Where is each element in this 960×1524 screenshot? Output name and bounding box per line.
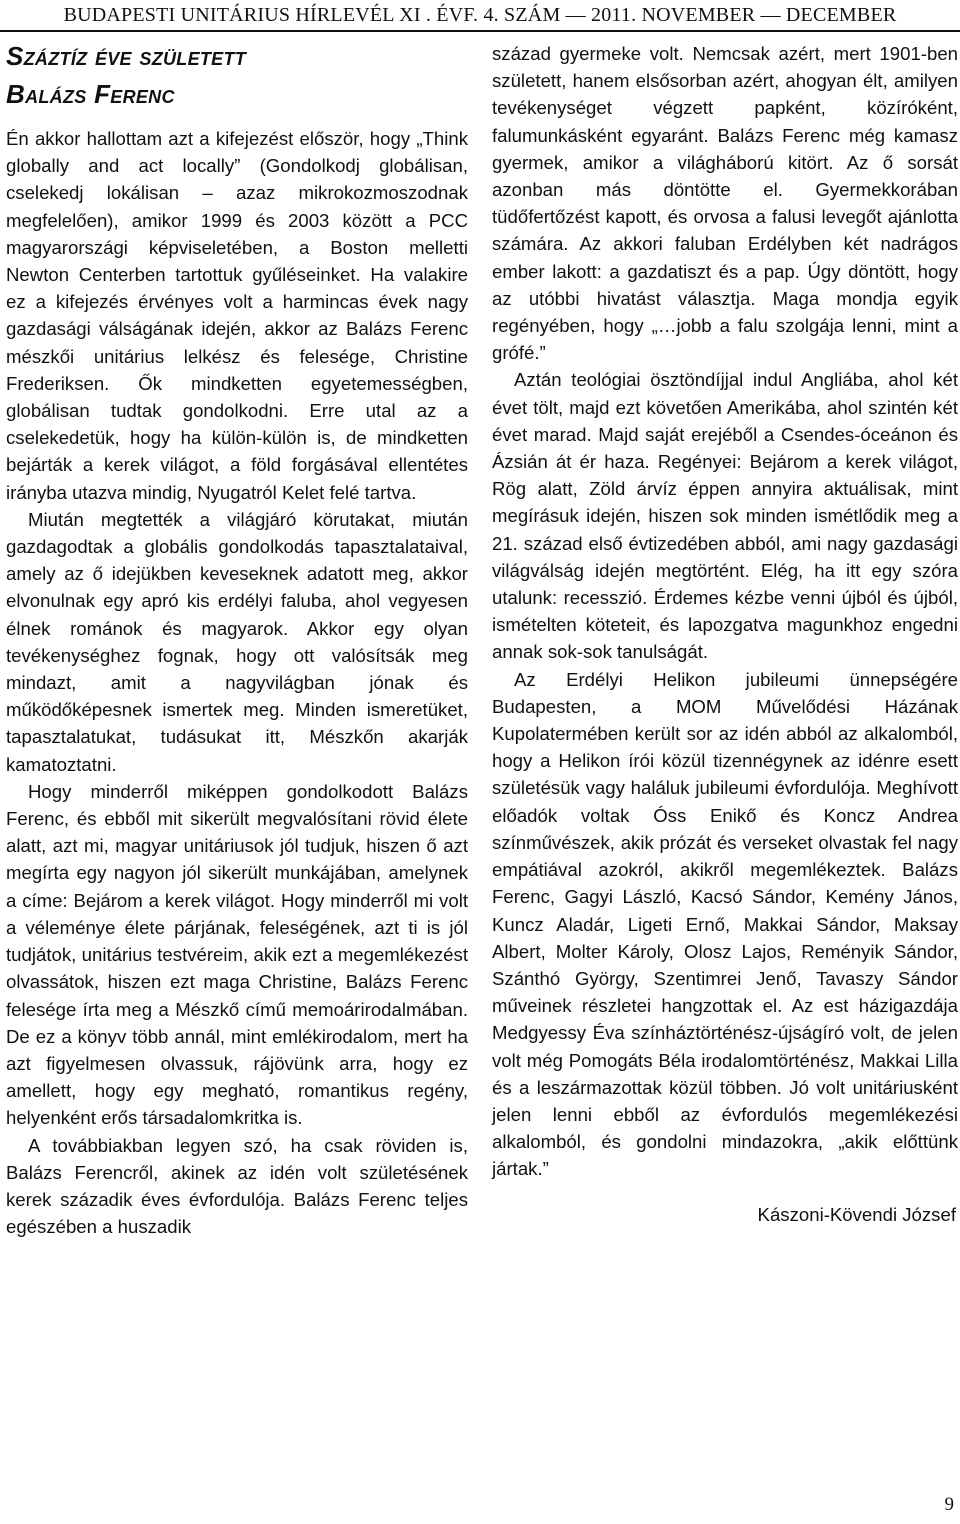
- left-paragraph-2: Miután megtették a világjáró körutakat, miután gazdagodtak a globális gondolkodás tapasztalataival, amely az ő idejükben keveseknek adatott meg, akkor elvonulnak egy apró kis erdélyi faluba, ahol vegyesen élnek románok és magyarok. Akkor egy olyan tevékenységhez fognak, hogy ott valósítsák meg mindazt, amit a nagyvilágban jónak és működőképesnek ismertek meg. Minden ismeretüket, tapasztalatukat, tudásukat itt, Mészkőn akarják kamatoztatni.: [6, 508, 468, 775]
- article-title-line-1: Száztíz éve született: [6, 41, 247, 71]
- article-title-line-2: Balázs Ferenc: [6, 79, 175, 109]
- running-header-text: BUDAPESTI UNITÁRIUS HÍRLEVÉL XI . ÉVF. 4. SZÁM — 2011. NOVEMBER — DECEMBER: [63, 4, 897, 26]
- right-paragraph-3: Az Erdélyi Helikon jubileumi ünnepségére Budapesten, a MOM Művelődési Házának Kupolatermében került sor az idén abból az alkalomból, hogy a Helikon írói közül tizennégynek az idénre esett születésük vagy haláluk jubileumi évfordulója. Meghívott előadók voltak Óss Enikő és Koncz Andrea színművészek, akik prózát és verseket olvastak fel nagy empátiával azokról, akikről megemlékeztek. Balázs Ferenc, Gagyi László, Kacsó Sándor, Kemény János, Kuncz Aladár, Ligeti Ernő, Makkai Sándor, Maksay Albert, Molter Károly, Olosz Lajos, Reményik Sándor, Szánthó György, Szentimrei Jenő, Tavaszy Sándor műveinek részletei hangzottak el. Az est házigazdája Medgyessy Éva színháztörténész-újságíró volt, de jelen volt még Pomogáts Béla irodalomtörténész, Makkai Lilla és a leszármazottak közül többen. Jó volt unitáriusként jelen lenni ebből az évfordulós megemlékezési alkalomból, és gondolni mindazokra, „akik előttünk jártak.”: [492, 668, 958, 1180]
- right-paragraph-2: Aztán teológiai ösztöndíjjal indul Angliába, ahol két évet tölt, majd ezt követően Amerikába, ahol szintén két évet marad. Majd saját erejéből a Csendes-óceánon és Ázsián át ér haza. Regényei: Bejárom a kerek világot, Rög alatt, Zöld árvíz éppen annyira aktuálisak, mint megírásuk idején, hiszen sok minden ismétlődik meg a 21. század első évtizedében abból, ami nagy gazdasági világválság idején megtörtént. Elég, ha itt egy szóra utalunk: recesszió. Érdemes kézbe venni újból és újból, ismételten köteteit, és lapozgatva magunkhoz engedni annak sok-sok tanulságát.: [492, 369, 958, 663]
- left-paragraph-4: A továbbiakban legyen szó, ha csak röviden is, Balázs Ferencről, akinek az idén volt születésének kerek századik éves évfordulója. Balázs Ferenc teljes egészében a huszadik: [6, 1134, 468, 1238]
- article-title: [6, 37, 468, 113]
- left-paragraph-3: Hogy minderről miképpen gondolkodott Balázs Ferenc, és ebből mit sikerült megvalósítani rövid élete alatt, azt mi, magyar unitáriusok jól tudjuk, hiszen ő azt megírta egy nagyon jól sikerült munkájában, amelynek a címe: Bejárom a kerek világot. Hogy minderről mi volt a véleménye élete párjának, feleségének, azt ti is jól tudjátok, unitárius testvéreim, akik ezt a megemlékezést olvassátok, hiszen ezt maga Christine, Balázs Ferenc felesége írta meg a Mészkő című memoárirodalmában. De ez a könyv több annál, mint emlékirodalom, mert ha azt figyelmesen olvassuk, rájövünk arra, hogy ez amellett, hogy egy megható, romantikus regény, helyenként erős társadalomkritka is.: [6, 780, 468, 1129]
- right-column: [492, 40, 958, 1228]
- page-number: 9: [944, 1494, 954, 1515]
- left-paragraph-1: Én akkor hallottam azt a kifejezést először, hogy „Think globally and act locally” (Gondolkodj globálisan, cselekedj lokálisan – azaz mikrokozmoszodnak megfelelően), amikor 1999 és 2003 között a PCC magyarországi képviseletében, a Boston melletti Newton Centerben tartottuk gyűléseinket. Ha valakire ez a kifejezés érvényes volt a harmincas évek nagy gazdasági válságának idején, akkor az Balázs Ferenc mészkői unitárius lelkész és felesége, Christine Frederiksen. Ők mindketten egyetemességben, globálisan tudtak gondolkodni. Erre utal az a cselekedetük, hogy ha külön-külön is, de mindketten bejárták a kerek világot, a föld forgásával ellentétes irányba utazva mindig, Nyugatról Kelet felé tartva.: [6, 128, 468, 503]
- right-paragraph-1: század gyermeke volt. Nemcsak azért, mert 1901-ben született, hanem elsősorban azért, ahogyan élt, amilyen tevékenységet végzett papként, közíróként, falumunkásként egyaránt. Balázs Ferenc még kamasz gyermek, amikor a világháború kitört. Az ő sorsát azonban más döntötte el. Gyermekkorában tüdőfertőzést kapott, és orvosa a falusi levegőt ajánlotta számára. Az akkori faluban Erdélyben két nadrágos ember lakott: a gazdatiszt és a pap. Úgy döntött, hogy az utóbbi hivatást választja. Maga mondja egyik regényében, hogy „…jobb a falu szolgája lenni, mint a grófé.”: [492, 43, 958, 364]
- left-column: [6, 37, 468, 1240]
- header-rule: [0, 30, 960, 32]
- author-signature: Kászoni-Kövendi József: [757, 1203, 956, 1225]
